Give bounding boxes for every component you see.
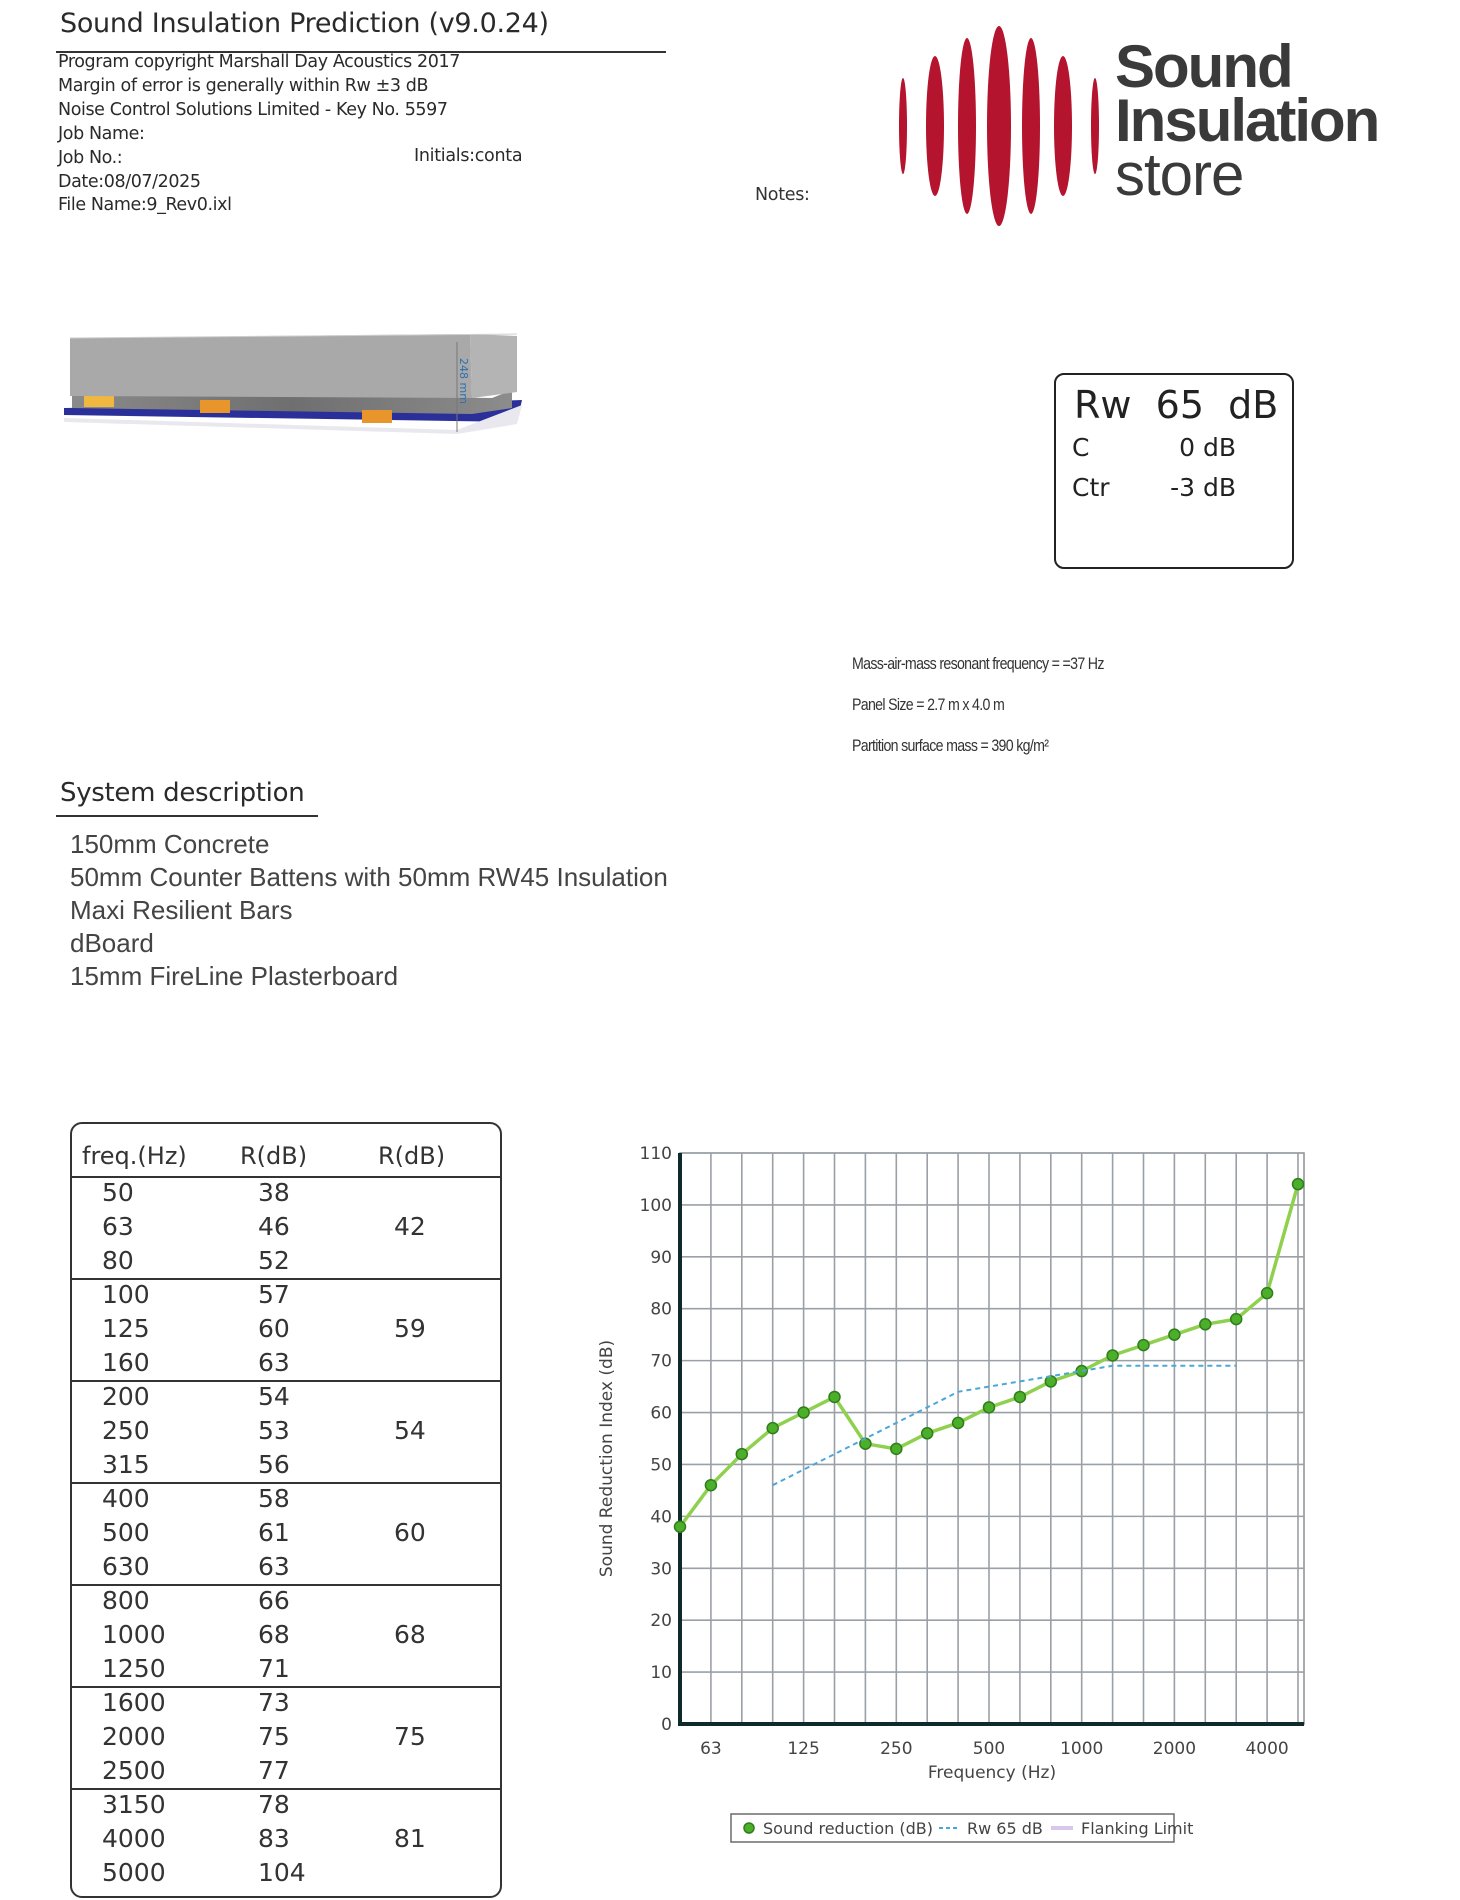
system-layer: dBoard bbox=[70, 928, 154, 958]
frequency-cell: 400 bbox=[102, 1484, 150, 1513]
frequency-cell: 1000 bbox=[102, 1620, 166, 1649]
third-octave-r-cell: 38 bbox=[258, 1178, 290, 1207]
frequency-cell: 3150 bbox=[102, 1790, 166, 1819]
table-row-group bbox=[72, 1686, 500, 1790]
legend-label-rw: Rw 65 dB bbox=[967, 1819, 1043, 1838]
sound-reduction-point bbox=[1138, 1340, 1149, 1351]
x-tick-label: 125 bbox=[787, 1739, 820, 1759]
plot-area bbox=[680, 1153, 1304, 1724]
x-tick-label: 250 bbox=[880, 1739, 913, 1759]
third-octave-r-cell: 57 bbox=[258, 1280, 290, 1309]
job-no-field: Job No.: bbox=[58, 148, 123, 168]
frequency-cell: 63 bbox=[102, 1212, 134, 1241]
frequency-cell: 2000 bbox=[102, 1722, 166, 1751]
column-header-third-octave-r: R(dB) bbox=[240, 1142, 308, 1170]
frequency-cell: 500 bbox=[102, 1518, 150, 1547]
third-octave-r-cell: 58 bbox=[258, 1484, 290, 1513]
y-tick-label: 20 bbox=[650, 1611, 672, 1632]
octave-r-cell: 81 bbox=[394, 1824, 426, 1853]
frequency-cell: 5000 bbox=[102, 1858, 166, 1887]
x-tick-label: 63 bbox=[700, 1739, 722, 1759]
batten-2 bbox=[200, 400, 230, 413]
job-name-field: Job Name: bbox=[58, 124, 145, 144]
frequency-cell: 100 bbox=[102, 1280, 150, 1309]
frequency-cell: 200 bbox=[102, 1382, 150, 1411]
octave-r-cell: 60 bbox=[394, 1518, 426, 1547]
frequency-cell: 2500 bbox=[102, 1756, 166, 1785]
panel-size-text: Panel Size = 2.7 m x 4.0 m bbox=[852, 696, 1005, 714]
sound-reduction-point bbox=[1262, 1288, 1273, 1299]
margin-of-error-text: Margin of error is generally within Rw ±3 dB bbox=[58, 76, 429, 96]
table-row-group bbox=[72, 1380, 500, 1484]
third-octave-r-cell: 60 bbox=[258, 1314, 290, 1343]
y-tick-label: 10 bbox=[650, 1663, 672, 1684]
sound-wave-icon bbox=[899, 26, 1099, 226]
frequency-cell: 4000 bbox=[102, 1824, 166, 1853]
octave-r-cell: 59 bbox=[394, 1314, 426, 1343]
third-octave-r-cell: 56 bbox=[258, 1450, 290, 1479]
c-value: 0 dB bbox=[1179, 433, 1236, 462]
sound-reduction-point bbox=[953, 1417, 964, 1428]
third-octave-r-cell: 63 bbox=[258, 1552, 290, 1581]
frequency-cell: 630 bbox=[102, 1552, 150, 1581]
sound-reduction-point bbox=[891, 1443, 902, 1454]
sound-reduction-point bbox=[736, 1449, 747, 1460]
third-octave-r-cell: 52 bbox=[258, 1246, 290, 1275]
x-tick-label: 2000 bbox=[1152, 1739, 1197, 1759]
system-layer: 15mm FireLine Plasterboard bbox=[70, 961, 399, 991]
licensee-text: Noise Control Solutions Limited - Key No. 5597 bbox=[58, 100, 448, 120]
brand-wordmark-line3: store bbox=[1115, 141, 1244, 208]
y-tick-label: 30 bbox=[650, 1559, 672, 1580]
x-tick-label: 1000 bbox=[1060, 1739, 1104, 1759]
concrete-slab bbox=[70, 334, 472, 398]
system-description-title: System description bbox=[60, 778, 305, 808]
report-title: Sound Insulation Prediction (v9.0.24) bbox=[60, 8, 549, 39]
logo-wave-bar bbox=[899, 78, 907, 174]
ctr-label: Ctr bbox=[1072, 473, 1110, 502]
frequency-cell: 160 bbox=[102, 1348, 150, 1377]
dimension-label: 248 mm bbox=[457, 358, 470, 404]
y-tick-label: 70 bbox=[650, 1351, 672, 1372]
table-row-group bbox=[72, 1584, 500, 1688]
third-octave-r-cell: 104 bbox=[258, 1858, 306, 1887]
file-name-field: File Name:9_Rev0.ixl bbox=[58, 195, 232, 215]
y-tick-label: 110 bbox=[639, 1144, 672, 1164]
third-octave-r-cell: 71 bbox=[258, 1654, 290, 1683]
rating-summary-box bbox=[1054, 373, 1294, 569]
system-layer: Maxi Resilient Bars bbox=[70, 895, 293, 925]
table-row-group bbox=[72, 1278, 500, 1382]
column-header-frequency: freq.(Hz) bbox=[82, 1142, 187, 1170]
concrete-slab-side bbox=[470, 334, 517, 398]
sound-reduction-point bbox=[767, 1423, 778, 1434]
octave-r-cell: 54 bbox=[394, 1416, 426, 1445]
sound-reduction-point bbox=[1107, 1350, 1118, 1361]
x-axis-title: Frequency (Hz) bbox=[927, 1763, 1057, 1783]
sound-reduction-point bbox=[1014, 1391, 1025, 1402]
date-field: Date:08/07/2025 bbox=[58, 172, 201, 192]
brand-wordmark-line1: Sound bbox=[1115, 33, 1292, 100]
logo-wave-bar bbox=[1054, 56, 1072, 196]
y-tick-label: 0 bbox=[661, 1715, 672, 1735]
sound-reduction-point bbox=[829, 1391, 840, 1402]
frequency-cell: 315 bbox=[102, 1450, 150, 1479]
octave-r-cell: 68 bbox=[394, 1620, 426, 1649]
system-layer: 150mm Concrete bbox=[70, 829, 270, 859]
third-octave-r-cell: 61 bbox=[258, 1518, 290, 1547]
legend-marker-sound-reduction bbox=[744, 1823, 754, 1833]
rw-rating: Rw 65 dB bbox=[1074, 383, 1279, 427]
frequency-table bbox=[70, 1122, 502, 1898]
logo-wave-bar bbox=[1091, 78, 1099, 174]
y-tick-label: 100 bbox=[639, 1195, 672, 1216]
logo-wave-bar bbox=[958, 38, 976, 214]
third-octave-r-cell: 46 bbox=[258, 1212, 290, 1241]
sound-reduction-point bbox=[675, 1521, 686, 1532]
third-octave-r-cell: 77 bbox=[258, 1756, 290, 1785]
x-tick-label: 500 bbox=[972, 1739, 1006, 1759]
third-octave-r-cell: 53 bbox=[258, 1416, 290, 1445]
copyright-text: Program copyright Marshall Day Acoustics 2017 bbox=[58, 52, 460, 72]
frequency-cell: 50 bbox=[102, 1178, 134, 1207]
y-tick-label: 50 bbox=[650, 1455, 672, 1476]
resonant-frequency-text: Mass-air-mass resonant frequency = =37 Hz bbox=[852, 655, 1104, 673]
surface-mass-text: Partition surface mass = 390 kg/m² bbox=[852, 737, 1049, 755]
frequency-cell: 80 bbox=[102, 1246, 134, 1275]
frequency-cell: 125 bbox=[102, 1314, 150, 1343]
batten-3 bbox=[362, 410, 392, 423]
table-row-group bbox=[72, 1176, 500, 1280]
system-description-divider bbox=[56, 815, 318, 817]
y-tick-label: 40 bbox=[650, 1507, 672, 1528]
notes-label: Notes: bbox=[755, 185, 810, 205]
frequency-cell: 800 bbox=[102, 1586, 150, 1615]
sound-reduction-point bbox=[1293, 1179, 1304, 1190]
brand-wordmark bbox=[1115, 33, 1379, 208]
frequency-cell: 1250 bbox=[102, 1654, 166, 1683]
ctr-value: -3 dB bbox=[1170, 473, 1236, 502]
logo-wave-bar bbox=[1022, 38, 1040, 214]
table-row-group bbox=[72, 1788, 500, 1892]
logo-wave-bar bbox=[987, 26, 1011, 226]
third-octave-r-cell: 75 bbox=[258, 1722, 290, 1751]
column-header-octave-r: R(dB) bbox=[378, 1142, 446, 1170]
frequency-cell: 250 bbox=[102, 1416, 150, 1445]
sound-reduction-point bbox=[705, 1480, 716, 1491]
sound-reduction-point bbox=[984, 1402, 995, 1413]
logo-wave-bar bbox=[926, 56, 944, 196]
brand-wordmark-line2: Insulation bbox=[1115, 87, 1379, 154]
third-octave-r-cell: 78 bbox=[258, 1790, 290, 1819]
x-tick-label: 4000 bbox=[1245, 1739, 1289, 1759]
legend-label-sound-reduction: Sound reduction (dB) bbox=[763, 1819, 933, 1838]
y-axis-title: Sound Reduction Index (dB) bbox=[597, 1339, 617, 1578]
sound-reduction-point bbox=[1169, 1329, 1180, 1340]
y-tick-label: 80 bbox=[650, 1299, 672, 1320]
third-octave-r-cell: 54 bbox=[258, 1382, 290, 1411]
c-label: C bbox=[1072, 433, 1090, 462]
third-octave-r-cell: 68 bbox=[258, 1620, 290, 1649]
legend-label-flanking: Flanking Limit bbox=[1081, 1819, 1194, 1838]
table-row-group bbox=[72, 1482, 500, 1586]
frequency-cell: 1600 bbox=[102, 1688, 166, 1717]
sound-reduction-point bbox=[798, 1407, 809, 1418]
sound-reduction-point bbox=[1231, 1314, 1242, 1325]
y-tick-label: 90 bbox=[650, 1247, 672, 1268]
sound-reduction-point bbox=[922, 1428, 933, 1439]
y-tick-label: 60 bbox=[650, 1403, 672, 1424]
initials-field: Initials:conta bbox=[414, 146, 523, 166]
octave-r-cell: 42 bbox=[394, 1212, 426, 1241]
sound-reduction-chart bbox=[590, 1130, 1330, 1860]
system-layer: 50mm Counter Battens with 50mm RW45 Insulation bbox=[70, 862, 668, 892]
sound-reduction-point bbox=[1200, 1319, 1211, 1330]
third-octave-r-cell: 73 bbox=[258, 1688, 290, 1717]
third-octave-r-cell: 66 bbox=[258, 1586, 290, 1615]
construction-3d-illustration bbox=[62, 330, 532, 435]
third-octave-r-cell: 83 bbox=[258, 1824, 290, 1853]
octave-r-cell: 75 bbox=[394, 1722, 426, 1751]
third-octave-r-cell: 63 bbox=[258, 1348, 290, 1377]
